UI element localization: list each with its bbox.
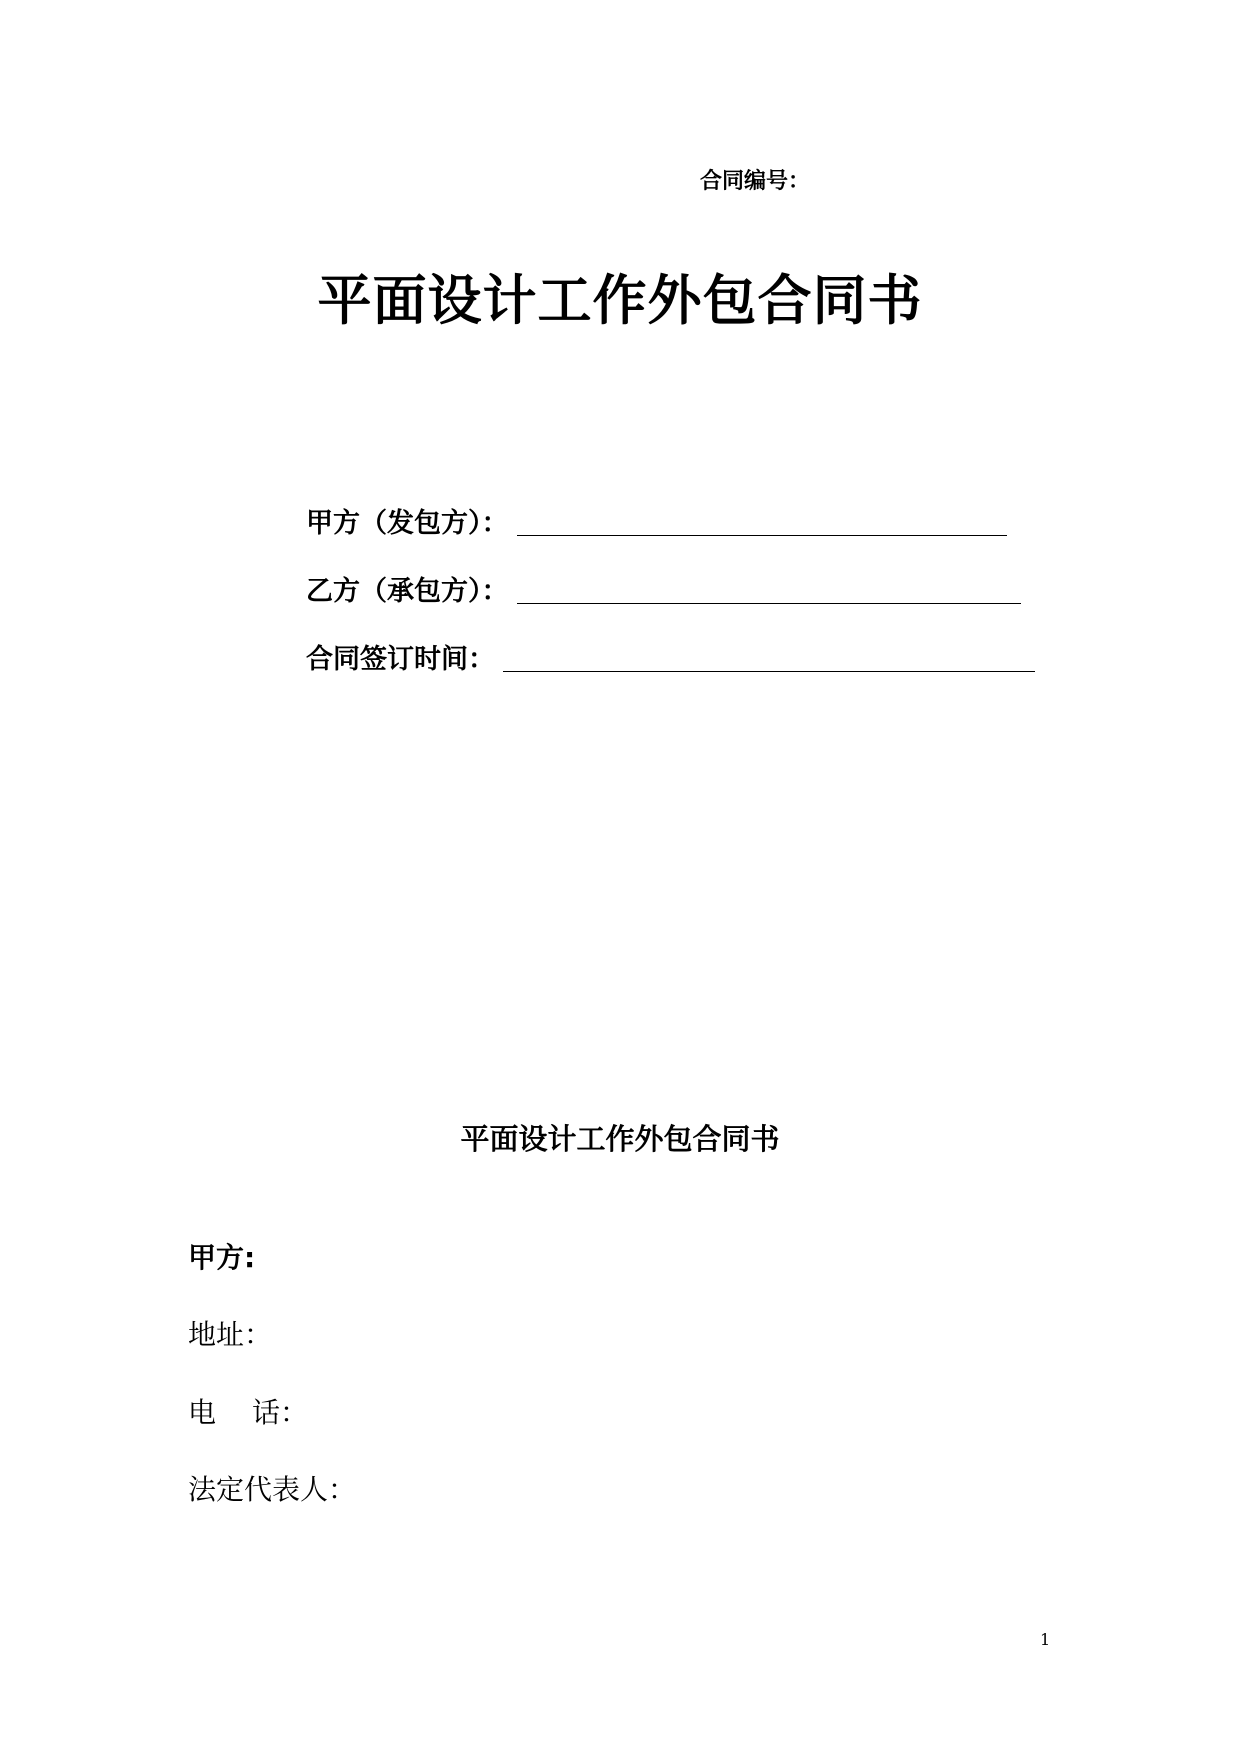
- party-b-label: 乙方（承包方）：: [306, 576, 509, 607]
- phone-label-part1: 电: [188, 1396, 217, 1429]
- party-a-blank-line: [517, 505, 1007, 536]
- signing-date-field: [306, 638, 1035, 678]
- party-b-blank-line: [517, 573, 1021, 604]
- party-a-heading: 甲方:: [188, 1241, 256, 1274]
- phone-label: [188, 1395, 308, 1431]
- body-title: 平面设计工作外包合同书: [460, 1122, 780, 1156]
- party-a-field: [306, 502, 1007, 542]
- party-a-label: 甲方（发包方）：: [306, 508, 509, 539]
- cover-title: 平面设计工作外包合同书: [317, 269, 923, 332]
- signing-date-blank-line: [503, 641, 1035, 672]
- phone-label-part2: 话：: [252, 1396, 309, 1429]
- signing-date-label: 合同签订时间：: [306, 644, 495, 675]
- contract-number-label: 合同编号：: [700, 169, 811, 194]
- page-number: 1: [1040, 1630, 1051, 1649]
- party-b-field: [306, 570, 1021, 610]
- legal-representative-label: 法定代表人：: [188, 1473, 357, 1506]
- address-label: 地址：: [188, 1318, 273, 1351]
